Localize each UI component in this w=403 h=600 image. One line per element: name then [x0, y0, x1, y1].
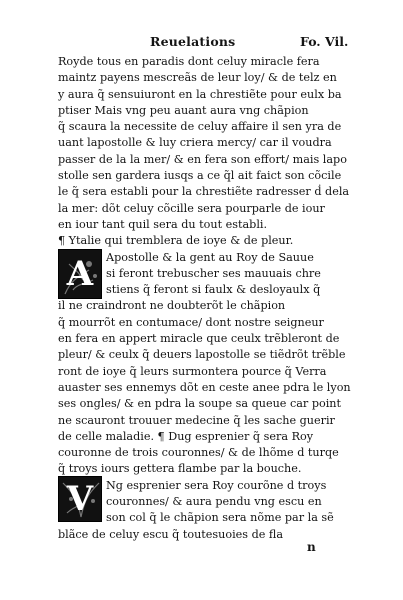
- text-line: couronne de trois couronnes/ & de lhõme d turqe: [58, 446, 339, 460]
- text-line: le q̃ sera establi pour la chrestiẽte radresser ḋ dela: [58, 185, 350, 199]
- section-heading: ¶ Ytalie qui tremblera de ioye & de pleur.: [58, 234, 294, 248]
- main-text: [58, 54, 358, 543]
- text-line: blãce de celuy escu q̃ toutesuoies de fla: [58, 527, 284, 541]
- text-line: Ng esprenier sera Roy courõne d troys: [106, 478, 327, 492]
- text-line: couronnes/ & aura pendu vng escu en: [106, 495, 322, 509]
- text-line: Royde tous en paradis dont celuy miracle fera: [58, 55, 320, 68]
- text-line: uant lapostolle & luy criera mercy/ car il voudra: [58, 136, 332, 150]
- page-header: [0, 34, 403, 50]
- text-line: auaster ses ennemys dõt en ceste anee pdra le lyon: [58, 380, 351, 394]
- text-line: ne scauront trouuer medecine q̃ les sache guerir: [58, 413, 335, 427]
- catchword: n: [307, 540, 316, 554]
- text-line: la mer: dõt celuy cõcille sera pourparle de iour: [58, 201, 325, 215]
- text-line: q̃ troys iours gettera flambe par la bouche.: [58, 462, 302, 476]
- text-line: si feront trebuscher ses mauuais chre: [106, 266, 321, 280]
- text-line: il ne craindront ne doubterõt le chãpion: [58, 299, 286, 313]
- initial-letter-v: V: [66, 479, 94, 519]
- text-line: q̃ scaura la necessite de celuy affaire il sen yra de: [58, 120, 342, 134]
- text-line: Apostolle & la gent au Roy de Sauue: [106, 250, 314, 264]
- text-line: son col q̃ le chãpion sera nõme par la sẽ: [106, 511, 334, 525]
- folio-number: Fo. Vil.: [300, 34, 349, 49]
- text-line: ses ongles/ & en pdra la soupe sa queue car point: [58, 397, 341, 411]
- running-title: Reuelations: [150, 34, 236, 49]
- text-line: ront de ioye q̃ leurs surmontera pource q̃ Verra: [58, 364, 327, 378]
- text-line: maintz payens mescreãs de leur loy/ & de telz en: [58, 71, 337, 85]
- text-line: stolle sen gardera iusqs a ce q̃l ait faict son cõcile: [58, 169, 342, 183]
- text-line: q̃ mourrõt en contumace/ dont nostre seigneur: [58, 315, 324, 329]
- text-line: en iour tant quil sera du tout establi.: [58, 217, 268, 231]
- text-line: passer de la la mer/ & en fera son effort/ mais lapo: [58, 152, 347, 166]
- text-line: y aura q̃ sensuiuront en la chrestiẽte pour eulx ba: [58, 87, 342, 101]
- text-line: pleur/ & ceulx q̃ deuers lapostolle se tiẽdrõt trẽble: [58, 348, 346, 362]
- text-line: de celle maladie. ¶ Dug esprenier q̃ sera Roy: [58, 429, 314, 443]
- text-line: stiens q̃ feront si faulx & desloyaulx q̃: [106, 283, 321, 297]
- text-line: ptiser Mais vng peu auant aura vng chãpion: [58, 103, 309, 117]
- initial-letter-a: A: [66, 254, 94, 294]
- text-line: en fera en appert miracle que ceulx trẽbleront de: [58, 332, 340, 346]
